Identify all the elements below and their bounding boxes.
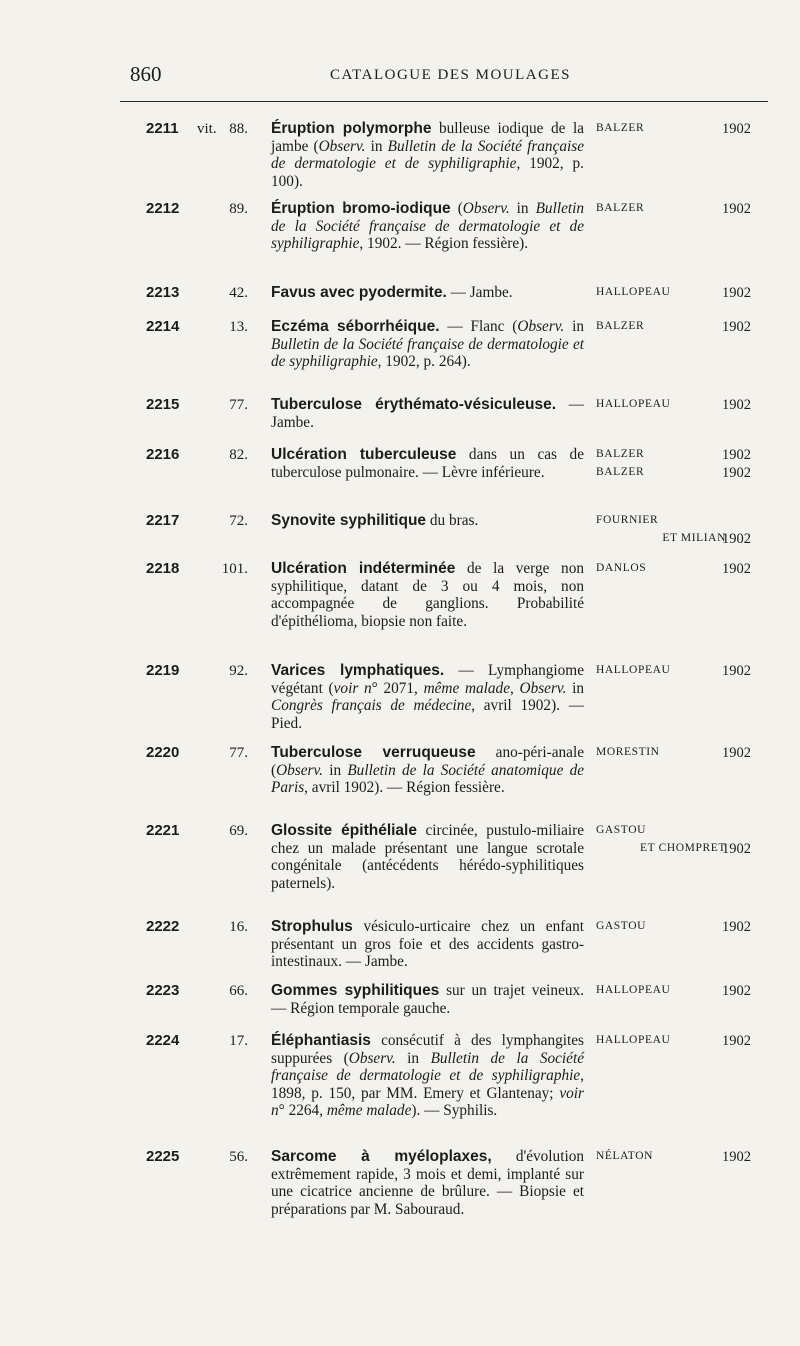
entry-year: 1902 [722,121,751,137]
running-title: CATALOGUE DES MOULAGES [330,67,571,83]
years-column [722,121,756,139]
entry-year: 1902 [722,561,751,577]
plate-reference: 69. [229,823,248,839]
entry-year: 1902 [722,840,751,857]
entry-number: 2216 [146,446,180,463]
author-name: BALZER [596,465,645,478]
plate-reference: 82. [229,447,248,463]
years-column [722,1033,756,1051]
entry-number: 2221 [146,822,180,839]
italic-text: voir n [271,1084,584,1120]
entry-number: 2211 [146,120,179,137]
authors-column [596,1032,726,1050]
plate-reference: 72. [229,513,248,529]
plate-reference: 77. [229,745,248,761]
entry-number: 2213 [146,284,180,301]
years-column [722,285,756,303]
author-name: HALLOPEAU [596,664,671,676]
years-column [722,919,756,937]
entry-number: 2218 [146,560,180,577]
author-name: HALLOPEAU [596,398,671,410]
author-name: ET MILIAN [662,531,726,544]
author-name: MORESTIN [596,746,660,758]
authors-column [596,396,726,414]
entry-year [722,513,756,531]
entry-description: Éruption polymorphe bulleuse iodique de la jambe (Observ. in Bulletin de la Société française de dermatologie et de syphiligraphie, 1902, p. 100). [271,120,585,190]
entry-title: Eczéma séborrhéique. [271,318,440,335]
plate-reference: 17. [229,1033,248,1049]
entry-title: Synovite syphilitique [271,512,427,529]
entry-description: Tuberculose érythémato-vésiculeuse. — Jambe. [271,396,585,431]
entry-year: 1902 [722,1033,751,1049]
entry-year: 1902 [722,983,751,999]
entry-description: Sarcome à myéloplaxes, d'évolution extrêmement rapide, 3 mois et demi, implanté sur une cicatrice ancienne de brûlure. — Biopsie et préparations par M. Sabouraud. [271,1148,584,1218]
entry-number: 2215 [146,396,180,413]
years-column [722,513,756,548]
entry-title: Ulcération indéterminée [271,560,456,577]
entry-number: 2219 [146,662,180,679]
entry-title: Éléphantiasis [271,1032,371,1049]
plate-reference: 56. [229,1149,248,1165]
italic-text: Observ. [517,318,565,335]
author-name: BALZER [596,320,645,332]
header-rule [120,101,768,102]
entry-number: 2217 [146,512,180,529]
plate-reference: 92. [229,663,248,679]
entry-year: 1902 [722,530,751,547]
entry-year: 1902 [722,397,751,413]
authors-column [596,918,726,936]
author-name: BALZER [596,448,645,460]
entry-title: Glossite épithéliale [271,822,417,839]
entry-year: 1902 [722,319,751,335]
authors-column [596,982,726,1000]
entry-title: Gommes syphilitiques [271,982,440,999]
author-name: GASTOU [596,920,647,932]
author-name: HALLOPEAU [596,286,671,298]
plate-reference: 16. [229,919,248,935]
entry-year: 1902 [722,919,751,935]
entry-title: Ulcération tuberculeuse [271,446,457,463]
entry-title: Sarcome à myéloplaxes, [271,1148,492,1165]
italic-text: Observ. [318,137,366,155]
italic-text: Congrès français de médecine [271,697,472,715]
years-column [722,745,756,763]
entry-title: Varices lymphatiques. [271,662,445,679]
author-name: NÉLATON [596,1150,654,1162]
entry-number: 2212 [146,200,180,217]
authors-column [596,560,726,578]
entry-number: 2220 [146,744,180,761]
entry-description: Ulcération tuberculeuse dans un cas de tuberculose pulmonaire. — Lèvre inférieure. [271,446,584,481]
plate-reference: 101. [221,561,248,577]
authors-column [596,662,726,680]
authors-column [596,1148,726,1166]
years-column [722,397,756,415]
entry-number: 2225 [146,1148,180,1165]
years-column [722,663,756,681]
authors-column [596,744,726,762]
author-name: BALZER [596,122,645,134]
entry-title: Tuberculose érythémato-vésiculeuse. [271,396,557,413]
entry-year: 1902 [722,1149,751,1165]
entry-number: 2224 [146,1032,180,1049]
entry-description: Strophulus vésiculo-urticaire chez un enfant présentant un gros foie et des accidents gastro-intestinaux. — Jambe. [271,918,584,971]
years-column [722,983,756,1001]
authors-column [596,446,726,481]
entry-number: 2214 [146,318,180,335]
entry-year: 1902 [722,201,751,217]
entry-description: Tuberculose verruqueuse ano-péri-anale (Observ. in Bulletin de la Société anatomique de Paris, avril 1902). — Région fessière. [271,744,585,797]
author-name: HALLOPEAU [596,984,671,996]
italic-text: même malade [423,679,510,697]
italic-text: voir n [333,679,372,697]
plate-reference: 66. [229,983,248,999]
entry-title: Favus avec pyodermite. [271,284,447,301]
years-column [722,201,756,219]
entry-description: Synovite syphilitique du bras. [271,512,479,529]
italic-text: Observ. [519,679,567,697]
author-name: ET CHOMPRET [640,841,726,854]
entry-description: Éléphantiasis consécutif à des lymphangites suppurées (Observ. in Bulletin de la Société française de dermatologie et de syphiligraphie, 1898, p. 150, par MM. Emery et Glantenay; voir n° 2264, même malade). — Syphilis. [271,1032,585,1120]
authors-column [596,512,726,547]
entry-year [722,823,756,841]
authors-column [596,284,726,302]
entry-number: 2222 [146,918,180,935]
entry-description: Éruption bromo-iodique (Observ. in Bulletin de la Société française de dermatologie et de syphiligraphie, 1902. — Région fessière). [271,200,585,253]
entry-description: Gommes syphilitiques sur un trajet veineux. — Région temporale gauche. [271,982,584,1017]
author-name: FOURNIER [596,514,659,526]
entry-description: Glossite épithéliale circinée, pustulo-miliaire chez un malade présentant une langue scrotale congénitale (antécédents hérédo-syphilitiques paternels). [271,822,584,892]
entry-year: 1902 [722,285,751,301]
author-name: HALLOPEAU [596,1034,671,1046]
entry-description: Eczéma séborrhéique. — Flanc (Observ. in Bulletin de la Société française de dermatologie et de syphiligraphie, 1902, p. 264). [271,318,584,371]
entry-year: 1902 [722,464,751,481]
entry-title: Éruption polymorphe [271,120,432,137]
entry-title: Éruption bromo-iodique [271,200,451,217]
entry-title: Tuberculose verruqueuse [271,744,476,761]
italic-text: Bulletin de la Société anatomique de Paris [271,761,585,797]
italic-text: Observ. [276,761,323,779]
entry-description: Ulcération indéterminée de la verge non syphilitique, datant de 3 ou 4 mois, non accompagnée de ganglions. Probabilité d'épithélioma, biopsie non faite. [271,560,585,630]
entry-description: Favus avec pyodermite. — Jambe. [271,284,513,301]
years-column [722,561,756,579]
italic-text: Bulletin de la Société française de dermatologie et de syphiligraphie [271,1049,585,1085]
italic-text: Bulletin de la Société française de dermatologie et de syphiligraphie [271,335,584,371]
years-column [722,447,756,482]
plate-reference: 13. [229,319,248,335]
italic-text: Bulletin de la Société française de dermatologie et de syphiligraphie [271,137,585,173]
plate-reference: 88. [229,121,248,137]
page-header [0,0,800,110]
authors-column [596,200,726,218]
years-column [722,823,756,858]
years-column [722,319,756,337]
author-name: DANLOS [596,562,647,574]
plate-reference: 42. [229,285,248,301]
entry-title: Strophulus [271,918,353,935]
entry-number: 2223 [146,982,180,999]
plate-reference: 89. [229,201,248,217]
page-number: 860 [130,62,162,86]
entry-year: 1902 [722,663,751,679]
years-column [722,1149,756,1167]
italic-text: même malade [326,1102,412,1120]
plate-reference: 77. [229,397,248,413]
italic-text: Observ. [348,1049,396,1067]
entry-year: 1902 [722,447,751,463]
authors-column [596,822,726,857]
author-name: GASTOU [596,824,647,836]
vitrine-label: vit. [197,121,217,137]
italic-text: Observ. [462,200,510,217]
entry-description: Varices lymphatiques. — Lymphangiome végétant (voir n° 2071, même malade, Observ. in Congrès français de médecine, avril 1902). — Pied. [271,662,585,732]
authors-column [596,120,726,138]
authors-column [596,318,726,336]
author-name: BALZER [596,202,645,214]
entry-year: 1902 [722,745,751,761]
italic-text: Bulletin de la Société française de dermatologie et de syphiligraphie [271,200,585,253]
